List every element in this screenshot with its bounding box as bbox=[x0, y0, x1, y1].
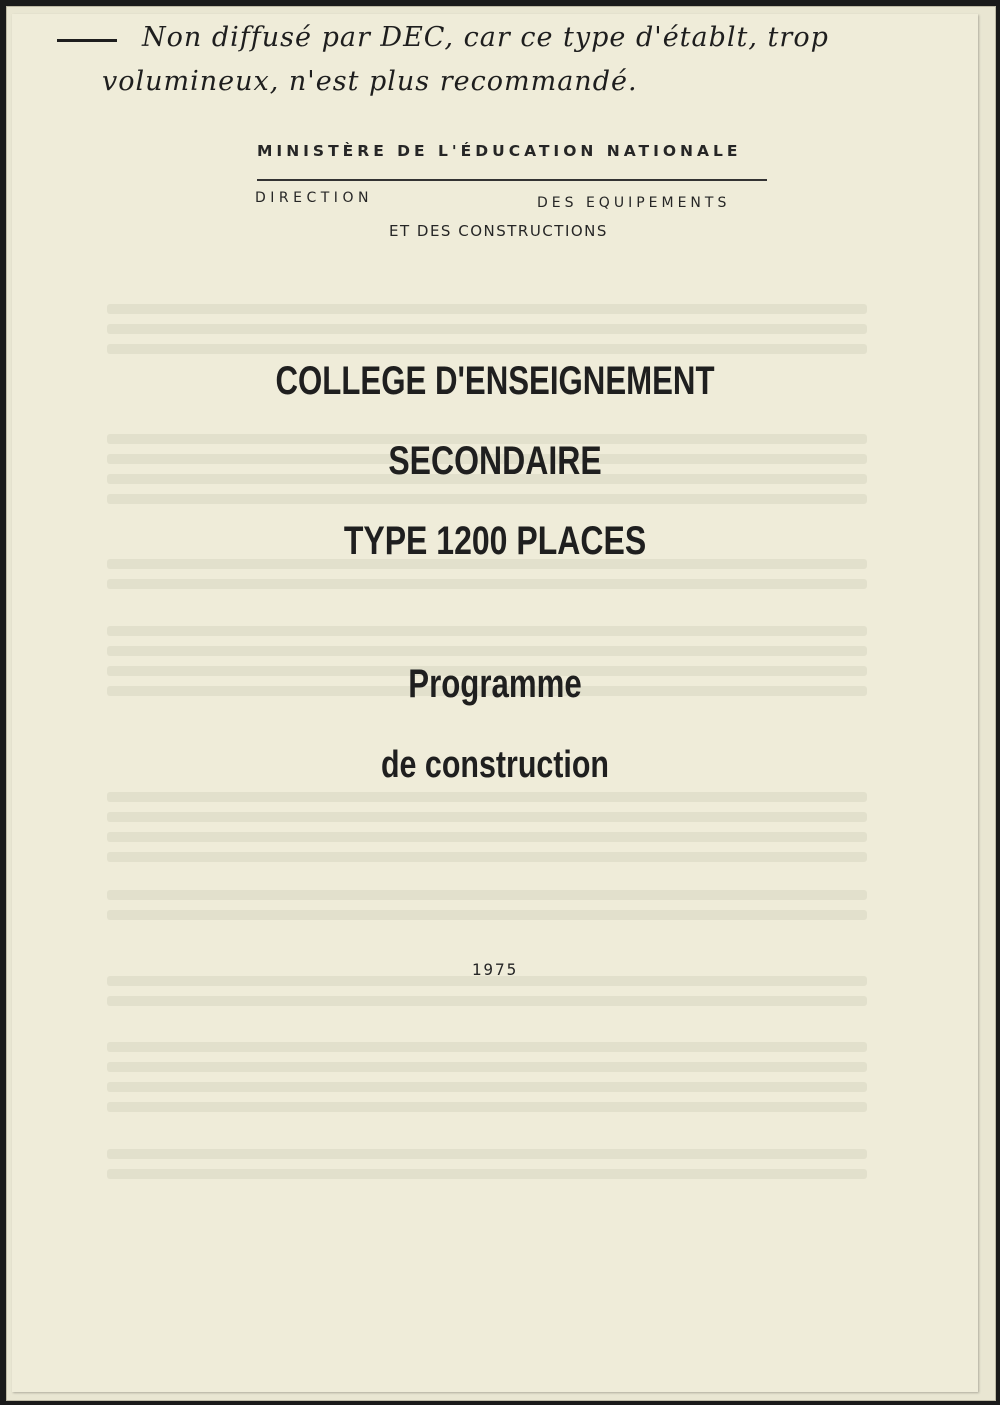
title-line-5: de construction bbox=[380, 744, 610, 786]
bleed-through bbox=[107, 646, 867, 656]
bleed-through bbox=[107, 324, 867, 334]
direction-label: DIRECTION bbox=[255, 190, 373, 206]
handwritten-note-line-2: volumineux, n'est plus recommandé. bbox=[102, 66, 638, 97]
bleed-through bbox=[107, 1082, 867, 1092]
bleed-through bbox=[107, 832, 867, 842]
bleed-through bbox=[107, 579, 867, 589]
bleed-through bbox=[107, 812, 867, 822]
title-line-2: SECONDAIRE bbox=[388, 439, 602, 483]
bleed-through bbox=[107, 1042, 867, 1052]
title-line-4: Programme bbox=[408, 662, 582, 706]
bleed-through bbox=[107, 1169, 867, 1179]
document-page bbox=[12, 14, 978, 1392]
bleed-through bbox=[107, 1102, 867, 1112]
bleed-through bbox=[107, 792, 867, 802]
bleed-through bbox=[107, 996, 867, 1006]
title-line-3: TYPE 1200 PLACES bbox=[343, 519, 647, 563]
handwritten-dash bbox=[57, 39, 117, 42]
bleed-through bbox=[107, 890, 867, 900]
header-rule bbox=[257, 179, 767, 181]
handwritten-note-line-1: Non diffusé par DEC, car ce type d'établt, trop bbox=[142, 22, 829, 53]
bleed-through bbox=[107, 1062, 867, 1072]
bleed-through bbox=[107, 344, 867, 354]
title-line-1: COLLEGE D'ENSEIGNEMENT bbox=[275, 359, 715, 403]
bleed-through bbox=[107, 304, 867, 314]
ministry-heading: MINISTÈRE DE L'ÉDUCATION NATIONALE bbox=[257, 142, 742, 160]
bleed-through bbox=[107, 852, 867, 862]
publication-year: 1975 bbox=[471, 960, 519, 979]
bleed-through bbox=[107, 626, 867, 636]
bleed-through bbox=[107, 910, 867, 920]
bleed-through bbox=[107, 494, 867, 504]
bleed-through bbox=[107, 1149, 867, 1159]
constructions-label: ET DES CONSTRUCTIONS bbox=[389, 222, 608, 240]
equipements-label: DES EQUIPEMENTS bbox=[537, 195, 731, 211]
